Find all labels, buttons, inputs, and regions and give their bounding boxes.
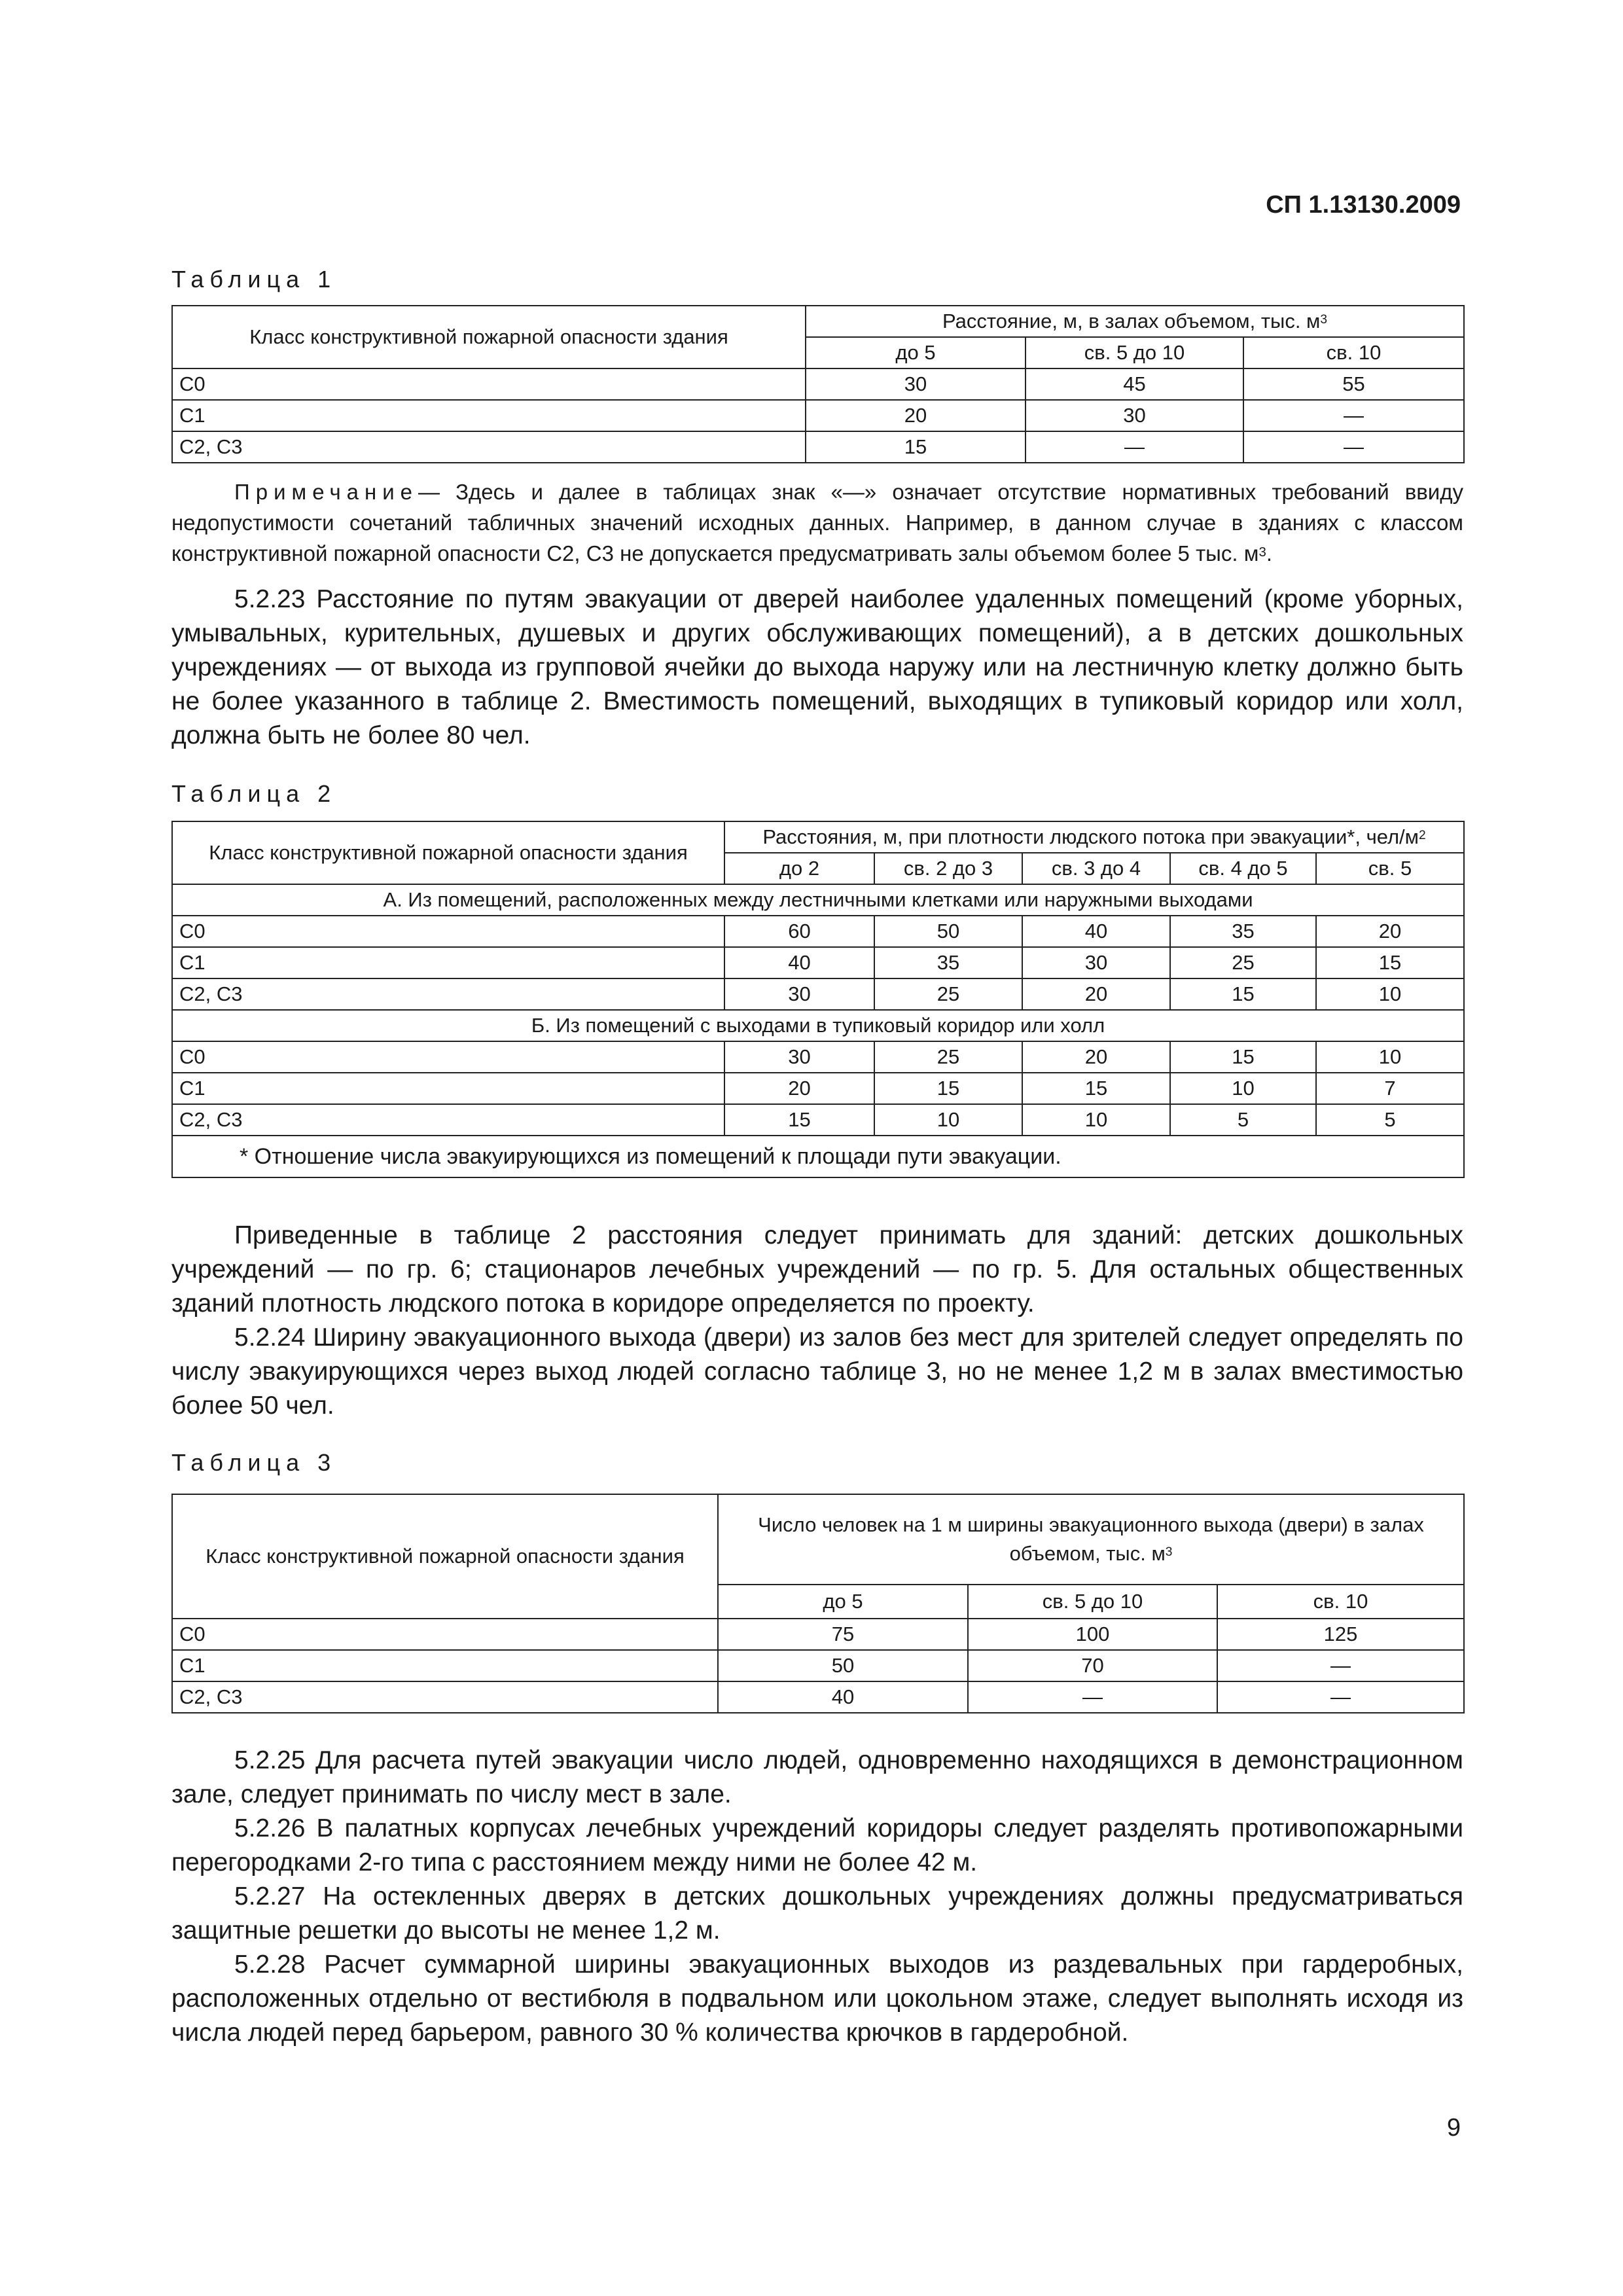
- table1-caption: Таблица 1: [171, 266, 337, 293]
- cell: 15: [1022, 1073, 1170, 1104]
- table3-col-header: до 5: [718, 1585, 968, 1619]
- row-label: С2, С3: [172, 431, 806, 463]
- cell: 35: [874, 947, 1022, 978]
- row-label: С0: [172, 1619, 718, 1650]
- cell: 10: [1316, 1041, 1464, 1073]
- table2: [171, 821, 1465, 1178]
- paragraph-5-2-23: 5.2.23 Расстояние по путям эвакуации от дверей наиболее удаленных помещений (кроме уборных, умывальных, курительных, душевых и других обслуживающих помещений), а в детских дошкольных учреждениях — от выхода из групповой ячейки до выхода наружу или на лестничную клетку должно быть не более указанного в таблице 2. Вместимость помещений, выходящих в тупиковый коридор или холл, должна быть не более 80 чел.: [171, 585, 1463, 749]
- table-row: [172, 1041, 1464, 1073]
- cell: 15: [724, 1104, 874, 1136]
- table1: [171, 305, 1465, 463]
- cell: 7: [1316, 1073, 1464, 1104]
- table2-footnote: * Отношение числа эвакуирующихся из помещений к площади пути эвакуации.: [172, 1136, 1464, 1177]
- cell: 35: [1170, 916, 1316, 947]
- cell: 15: [874, 1073, 1022, 1104]
- table-row: [172, 1650, 1464, 1681]
- cell: 70: [968, 1650, 1217, 1681]
- table2-col-header: св. 4 до 5: [1170, 853, 1316, 884]
- cell: 45: [1026, 368, 1243, 400]
- table3-group-header: Число человек на 1 м ширины эвакуационного выхода (двери) в залах объемом, тыс. $м^3$: [718, 1494, 1464, 1585]
- table2-caption: Таблица 2: [171, 780, 337, 807]
- table2-section-b: Б. Из помещений с выходами в тупиковый коридор или холл: [172, 1010, 1464, 1041]
- paragraph-5-2-25: 5.2.25 Для расчета путей эвакуации число людей, одновременно находящихся в демонстрационном зале, следует принимать по числу мест в зале.: [171, 1746, 1463, 1808]
- table1-col-header: до 5: [806, 337, 1026, 368]
- table2-col-header: св. 3 до 4: [1022, 853, 1170, 884]
- page-number: 9: [1446, 2114, 1461, 2142]
- table2-group-header: Расстояния, м, при плотности людского потока при эвакуации*, чел/$м^2$: [724, 821, 1464, 853]
- cell: 10: [1170, 1073, 1316, 1104]
- cell: 30: [1026, 400, 1243, 431]
- cell: 10: [1316, 978, 1464, 1010]
- row-label: С2, С3: [172, 1681, 718, 1713]
- paragraph-5-2-28: 5.2.28 Расчет суммарной ширины эвакуационных выходов из раздевальных при гардеробных, расположенных отдельно от вестибюля в подвальном или цокольном этаже, следует выполнять исходя из числа людей перед барьером, равного 30 % количества крючков в гардеробной.: [171, 1950, 1463, 2047]
- cell: 30: [724, 978, 874, 1010]
- cell: —: [1026, 431, 1243, 463]
- table1-col-header: св. 5 до 10: [1026, 337, 1243, 368]
- cell: 15: [1170, 1041, 1316, 1073]
- table-row: [172, 1619, 1464, 1650]
- document-code: СП 1.13130.2009: [1266, 191, 1461, 219]
- cell: 15: [1170, 978, 1316, 1010]
- table-row: [172, 916, 1464, 947]
- paragraph-5-2-27: 5.2.27 На остекленных дверях в детских дошкольных учреждениях должны предусматриваться защитные решетки до высоты не менее 1,2 м.: [171, 1882, 1463, 1945]
- table2-col-header: до 2: [724, 853, 874, 884]
- table2-section-a: А. Из помещений, расположенных между лестничными клетками или наружными выходами: [172, 884, 1464, 916]
- paragraphs-5-2-25-to-28: [171, 1744, 1463, 2050]
- note-prefix: Примечание: [234, 480, 419, 504]
- table2-class-header: Класс конструктивной пожарной опасности здания: [172, 821, 724, 884]
- table1-class-header: Класс конструктивной пожарной опасности здания: [172, 306, 806, 368]
- cell: 55: [1243, 368, 1464, 400]
- cell: 5: [1316, 1104, 1464, 1136]
- table1-group-header: Расстояние, м, в залах объемом, тыс. $м^3$: [806, 306, 1464, 337]
- cell: 20: [806, 400, 1026, 431]
- paragraph-5-2-26: 5.2.26 В палатных корпусах лечебных учреждений коридоры следует разделять противопожарными перегородками 2-го типа с расстоянием между ними не более 42 м.: [171, 1814, 1463, 1876]
- cell: 60: [724, 916, 874, 947]
- row-label: С1: [172, 1650, 718, 1681]
- table2-col-header: св. 5: [1316, 853, 1464, 884]
- cell: 20: [1022, 978, 1170, 1010]
- cell: 125: [1217, 1619, 1464, 1650]
- cell: —: [968, 1681, 1217, 1713]
- row-label: С1: [172, 400, 806, 431]
- cell: 40: [718, 1681, 968, 1713]
- cell: 5: [1170, 1104, 1316, 1136]
- cell: 20: [1022, 1041, 1170, 1073]
- cell: 30: [724, 1041, 874, 1073]
- cell: 30: [1022, 947, 1170, 978]
- paragraph-5-2-24: 5.2.24 Ширину эвакуационного выхода (двери) из залов без мест для зрителей следует определять по числу эвакуирующихся через выход людей согласно таблице 3, но не менее 1,2 м в залах вместимостью более 50 чел.: [171, 1323, 1463, 1420]
- table-row: [172, 1104, 1464, 1136]
- table3-caption: Таблица 3: [171, 1449, 337, 1476]
- cell: 75: [718, 1619, 968, 1650]
- cell: 25: [1170, 947, 1316, 978]
- row-label: С1: [172, 1073, 724, 1104]
- row-label: С0: [172, 1041, 724, 1073]
- cell: 30: [806, 368, 1026, 400]
- cell: 20: [1316, 916, 1464, 947]
- cell: 50: [874, 916, 1022, 947]
- row-label: С2, С3: [172, 1104, 724, 1136]
- cell: —: [1243, 431, 1464, 463]
- table3-col-header: св. 5 до 10: [968, 1585, 1217, 1619]
- row-label: С0: [172, 368, 806, 400]
- cell: 50: [718, 1650, 968, 1681]
- cell: 10: [874, 1104, 1022, 1136]
- cell: 10: [1022, 1104, 1170, 1136]
- table-row: [172, 1681, 1464, 1713]
- table-row: [172, 978, 1464, 1010]
- table-row: [172, 400, 1464, 431]
- cell: 15: [806, 431, 1026, 463]
- table-row: [172, 1073, 1464, 1104]
- cell: 25: [874, 978, 1022, 1010]
- cell: 20: [724, 1073, 874, 1104]
- row-label: С1: [172, 947, 724, 978]
- cell: 25: [874, 1041, 1022, 1073]
- table3: [171, 1494, 1465, 1713]
- cell: —: [1217, 1681, 1464, 1713]
- table2-col-header: св. 2 до 3: [874, 853, 1022, 884]
- cell: 15: [1316, 947, 1464, 978]
- cell: 40: [724, 947, 874, 978]
- cell: —: [1243, 400, 1464, 431]
- paragraph-after-table2: Приведенные в таблице 2 расстояния следует принимать для зданий: детских дошкольных учреждений — по гр. 6; стационаров лечебных учреждений — по гр. 5. Для остальных общественных зданий плотность людского потока в коридоре определяется по проекту.: [171, 1221, 1463, 1318]
- row-label: С2, С3: [172, 978, 724, 1010]
- table-row: [172, 368, 1464, 400]
- table-row: [172, 947, 1464, 978]
- table1-note: Примечание— Здесь и далее в таблицах знак «—» означает отсутствие нормативных требований ввиду недопустимости сочетаний табличных значений исходных данных. Например, в данном случае в зданиях с классом конструктивной пожарной опасности С2, С3 не допускается предусматривать залы объемом более 5 тыс. $м^3$.: [171, 480, 1463, 565]
- table3-class-header: Класс конструктивной пожарной опасности здания: [172, 1494, 718, 1619]
- cell: —: [1217, 1650, 1464, 1681]
- table3-col-header: св. 10: [1217, 1585, 1464, 1619]
- cell: 100: [968, 1619, 1217, 1650]
- cell: 40: [1022, 916, 1170, 947]
- table1-col-header: св. 10: [1243, 337, 1464, 368]
- table-row: [172, 431, 1464, 463]
- row-label: С0: [172, 916, 724, 947]
